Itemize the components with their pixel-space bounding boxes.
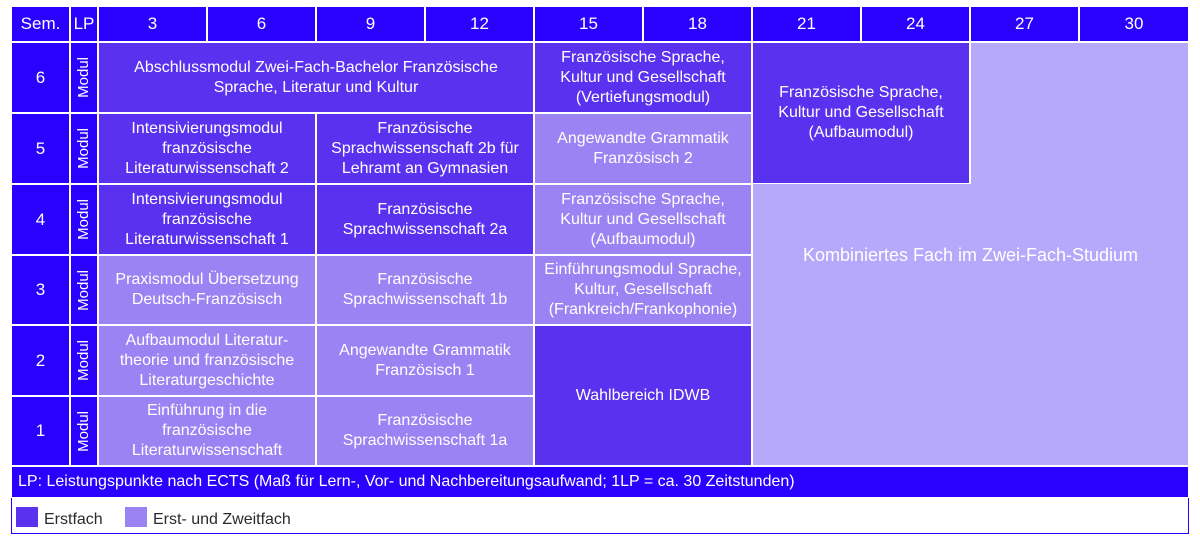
module-wahlbereich-idwb: Wahlbereich IDWB (534, 325, 752, 466)
module-sprachwissenschaft-2a: Französische Sprachwissenschaft 2a (316, 184, 534, 255)
modul-label-text: Modul (75, 269, 92, 311)
kombiniertes-fach-label: Kombiniertes Fach im Zwei-Fach-Studium (802, 244, 1139, 265)
modul-label-text: Modul (75, 57, 92, 98)
header-lp: LP (70, 6, 98, 42)
module-intensivierung-lit-2: Intensivierungsmodul französische Literaturwissenschaft 2 (98, 113, 316, 184)
kombiniertes-fach-top (970, 42, 1189, 184)
module-sprache-kultur-vertiefung: Französische Sprache, Kultur und Gesellschaft (Vertiefungsmodul) (534, 42, 752, 113)
module-sprachwissenschaft-2b: Französische Sprachwissenschaft 2b für Lehramt an Gymnasien (316, 113, 534, 184)
semester-label: 4 (11, 184, 70, 255)
modul-label (70, 396, 98, 466)
header-col-9: 9 (316, 6, 425, 42)
header-col-6: 6 (207, 6, 316, 42)
header-col-18: 18 (643, 6, 752, 42)
header-col-27: 27 (970, 6, 1079, 42)
module-praxismodul-uebersetzung: Praxismodul Übersetzung Deutsch-Französisch (98, 255, 316, 325)
modul-label (70, 42, 98, 113)
modul-label (70, 113, 98, 184)
module-aufbaumodul-literaturtheorie: Aufbaumodul Literatur- theorie und französische Literaturgeschichte (98, 325, 316, 396)
header-col-30: 30 (1079, 6, 1189, 42)
semester-label: 2 (11, 325, 70, 396)
semester-label: 1 (11, 396, 70, 466)
kombi-merge (971, 183, 1188, 185)
footnote: LP: Leistungspunkte nach ECTS (Maß für Lern-, Vor- und Nachbereitungsaufwand; 1LP = ca. 30 Zeitstunden) (11, 466, 1189, 498)
module-sprache-kultur-aufbau: Französische Sprache, Kultur und Gesellschaft (Aufbaumodul) (534, 184, 752, 255)
module-sprachwissenschaft-1a: Französische Sprachwissenschaft 1a (316, 396, 534, 466)
modul-label-text: Modul (75, 410, 92, 452)
modul-label-text: Modul (75, 199, 92, 240)
semester-label: 5 (11, 113, 70, 184)
module-sprachwissenschaft-1b: Französische Sprachwissenschaft 1b (316, 255, 534, 325)
module-angewandte-grammatik-1: Angewandte Grammatik Französisch 1 (316, 325, 534, 396)
header-col-15: 15 (534, 6, 643, 42)
header-col-3: 3 (98, 6, 207, 42)
legend (11, 498, 1189, 534)
semester-label: 3 (11, 255, 70, 325)
header-col-21: 21 (752, 6, 861, 42)
legend-swatch-erstfach (16, 507, 38, 527)
legend-label-zweitfach: Erst- und Zweitfach (153, 511, 291, 528)
modul-label (70, 325, 98, 396)
header-sem: Sem. (11, 6, 70, 42)
module-angewandte-grammatik-2: Angewandte Grammatik Französisch 2 (534, 113, 752, 184)
modul-label (70, 184, 98, 255)
legend-label-erstfach: Erstfach (44, 511, 103, 528)
module-einfuehrung-literaturwissenschaft: Einführung in die französische Literaturwissenschaft (98, 396, 316, 466)
kombiniertes-fach (752, 184, 1189, 466)
modul-label-text: Modul (75, 128, 92, 169)
modul-label (70, 255, 98, 325)
header-col-12: 12 (425, 6, 534, 42)
header-col-24: 24 (861, 6, 970, 42)
modul-label-text: Modul (75, 340, 92, 381)
module-abschlussmodul: Abschlussmodul Zwei-Fach-Bachelor Französische Sprache, Literatur und Kultur (98, 42, 534, 113)
module-intensivierung-lit-1: Intensivierungsmodul französische Literaturwissenschaft 1 (98, 184, 316, 255)
semester-label: 6 (11, 42, 70, 113)
module-sprache-kultur-aufbau-erstfach: Französische Sprache, Kultur und Gesellschaft (Aufbaumodul) (752, 42, 970, 184)
legend-swatch-zweitfach (125, 507, 147, 527)
module-einfuehrung-sprache-kultur: Einführungsmodul Sprache, Kultur, Gesellschaft (Frankreich/Frankophonie) (534, 255, 752, 325)
